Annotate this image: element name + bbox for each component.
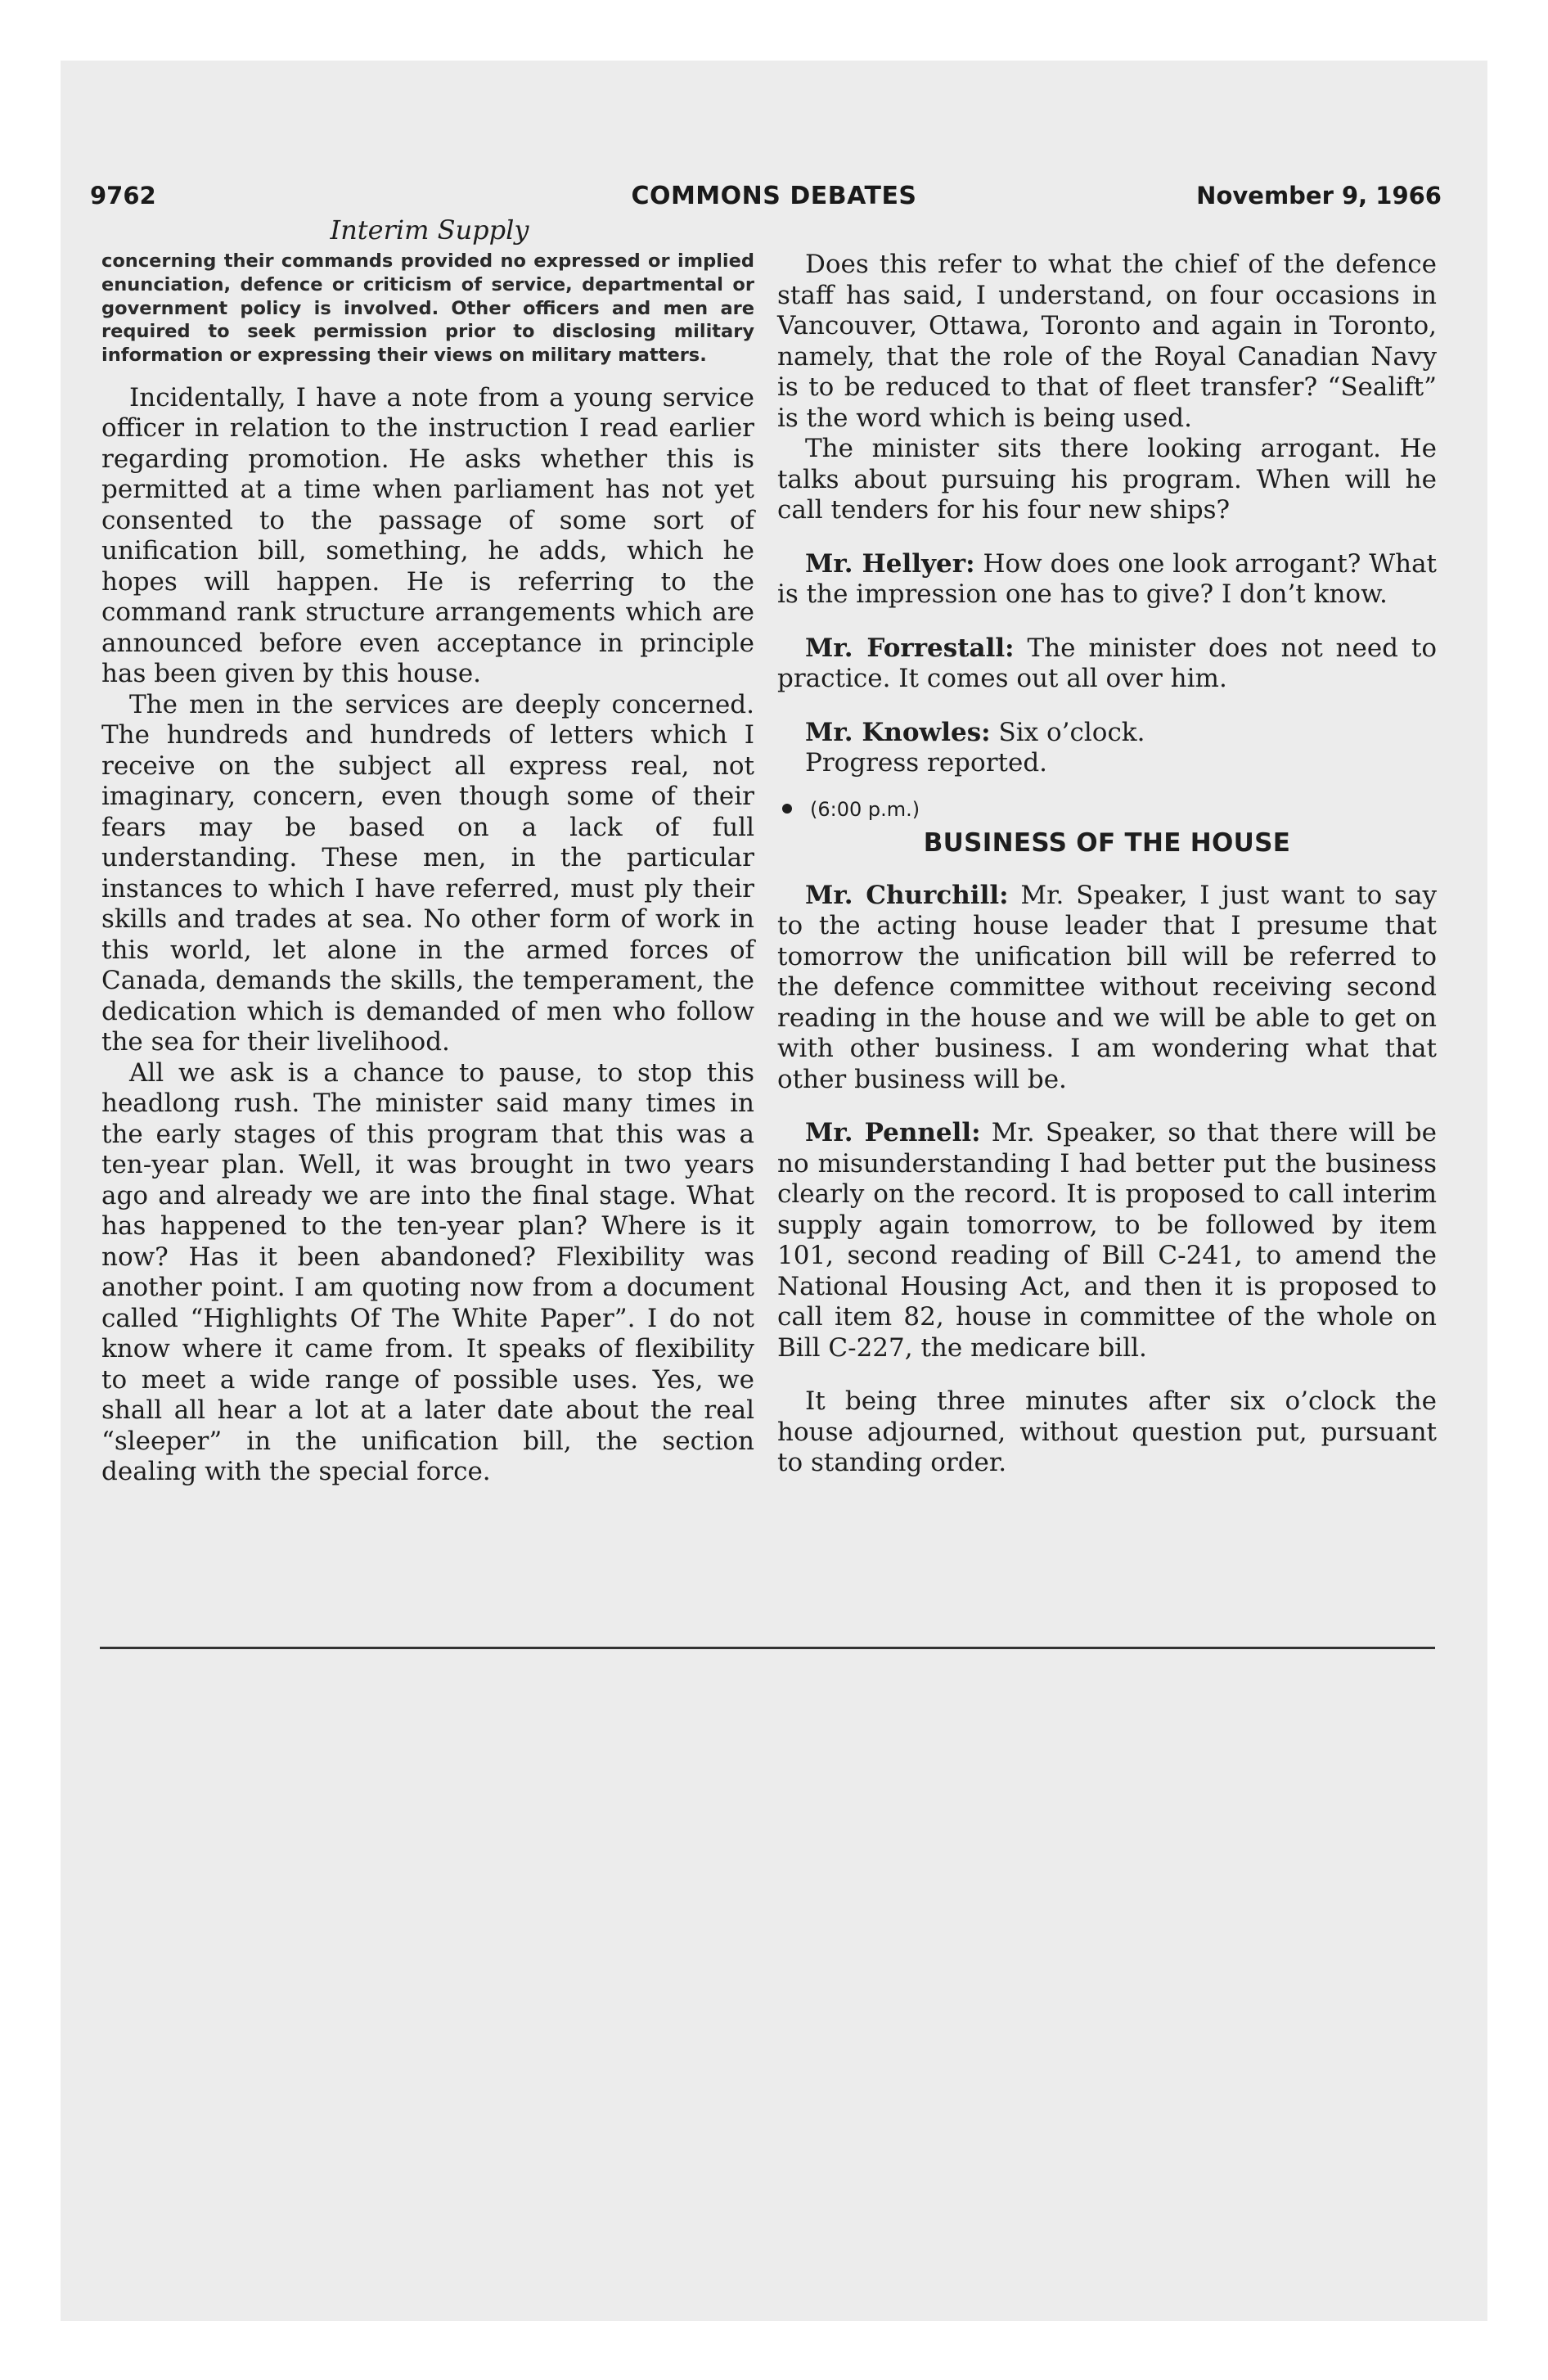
speech-knowles xyxy=(777,718,1437,749)
right-column xyxy=(777,250,1437,1479)
bullet-icon xyxy=(782,804,792,814)
adjournment-note: It being three minutes after six o’clock the house adjourned, without question put, pursuant to standing order. xyxy=(777,1386,1437,1477)
speech-text: Mr. Speaker, I just want to say to the acting house leader that I presume that tomorrow the unification bill will be referred to the defence committee without receiving second reading in the house and we will be able to get on with other business. I am wondering what that other business will be. xyxy=(777,880,1438,1094)
paragraph: Incidentally, I have a note from a young service officer in relation to the instruction I read earlier regarding promotion. He asks whether this is permitted at a time when parliament has not yet consented to the passage of some sort of unification bill, something, he adds, which he hopes will happen. He is referring to the command rank structure arrangements which are announced before even acceptance in principle has been given by this house. xyxy=(101,382,754,689)
section-heading: BUSINESS OF THE HOUSE xyxy=(923,827,1291,858)
running-subject: Interim Supply xyxy=(330,214,529,246)
speech-hellyer xyxy=(777,549,1437,611)
divider-rule xyxy=(100,1647,1435,1649)
progress-reported: Progress reported. xyxy=(805,748,1048,778)
speech-text: Six o’clock. xyxy=(998,717,1145,747)
paragraph: Does this refer to what the chief of the defence staff has said, I understand, on four occasions in Vancouver, Ottawa, Toronto and again in Toronto, namely, that the role of the Royal Canadian Navy is to be reduced to that of fleet transfer? “Sealift” is the word which is being used. xyxy=(777,250,1437,433)
quoted-instruction: concerning their commands provided no expressed or implied enunciation, defence or criticism of service, departmental or government policy is involved. Other officers and men are required to seek permission prior to disclosing military information or expressing their views on military matters. xyxy=(101,250,754,367)
speech-text: Mr. Speaker, so that there will be no misunderstanding I had better put the business clearly on the record. It is proposed to call interim supply again tomorrow, to be followed by item 101, second reading of Bill C-241, to amend the National Housing Act, and then it is proposed to call item 82, house in committee of the whole on Bill C-227, the medicare bill. xyxy=(777,1118,1438,1363)
paragraph: All we ask is a chance to pause, to stop this headlong rush. The minister said many times in the early stages of this program that this was a ten-year plan. Well, it was brought in two years ago and already we are into the final stage. What has happened to the ten-year plan? Where is it now? Has it been abandoned? Flexibility was another point. I am quoting now from a document called “Highlights Of The White Paper”. I do not know where it came from. It speaks of flexibility to meet a wide range of possible uses. Yes, we shall all hear a lot at a later date about the real “sleeper” in the unification bill, the section dealing with the special force. xyxy=(101,1057,754,1487)
speech-churchill xyxy=(777,881,1437,1096)
time-text: (6:00 p.m.) xyxy=(810,797,920,821)
left-column xyxy=(101,250,754,1488)
speaker-name: Mr. Knowles: xyxy=(805,717,991,747)
speaker-name: Mr. Pennell: xyxy=(805,1118,981,1147)
publication-title: COMMONS DEBATES xyxy=(631,182,917,210)
speaker-name: Mr. Churchill: xyxy=(805,880,1009,910)
speaker-name: Mr. Hellyer: xyxy=(805,548,975,579)
paragraph: The minister sits there looking arrogant. He talks about pursuing his program. When will he call tenders for his four new ships? xyxy=(777,434,1437,525)
speaker-name: Mr. Forrestall: xyxy=(805,633,1015,663)
speech-forrestall xyxy=(777,633,1437,695)
page-date: November 9, 1966 xyxy=(1196,182,1442,210)
paragraph: The men in the services are deeply concerned. The hundreds and hundreds of letters which I receive on the subject all express real, not imaginary, concern, even though some of their fears may be based on a lack of full understanding. These men, in the particular instances to which I have referred, must ply their skills and trades at sea. No other form of work in this world, let alone in the armed forces of Canada, demands the skills, the temperament, the dedication which is demanded of men who follow the sea for their livelihood. xyxy=(101,689,754,1057)
page-number: 9762 xyxy=(90,182,156,210)
speech-pennell xyxy=(777,1118,1437,1364)
speech-text: How does one look arrogant? What is the impression one has to give? I don’t know. xyxy=(777,548,1438,609)
speech-text: The minister does not need to practice. It comes out all over him. xyxy=(777,633,1438,693)
time-marker xyxy=(777,797,1437,822)
